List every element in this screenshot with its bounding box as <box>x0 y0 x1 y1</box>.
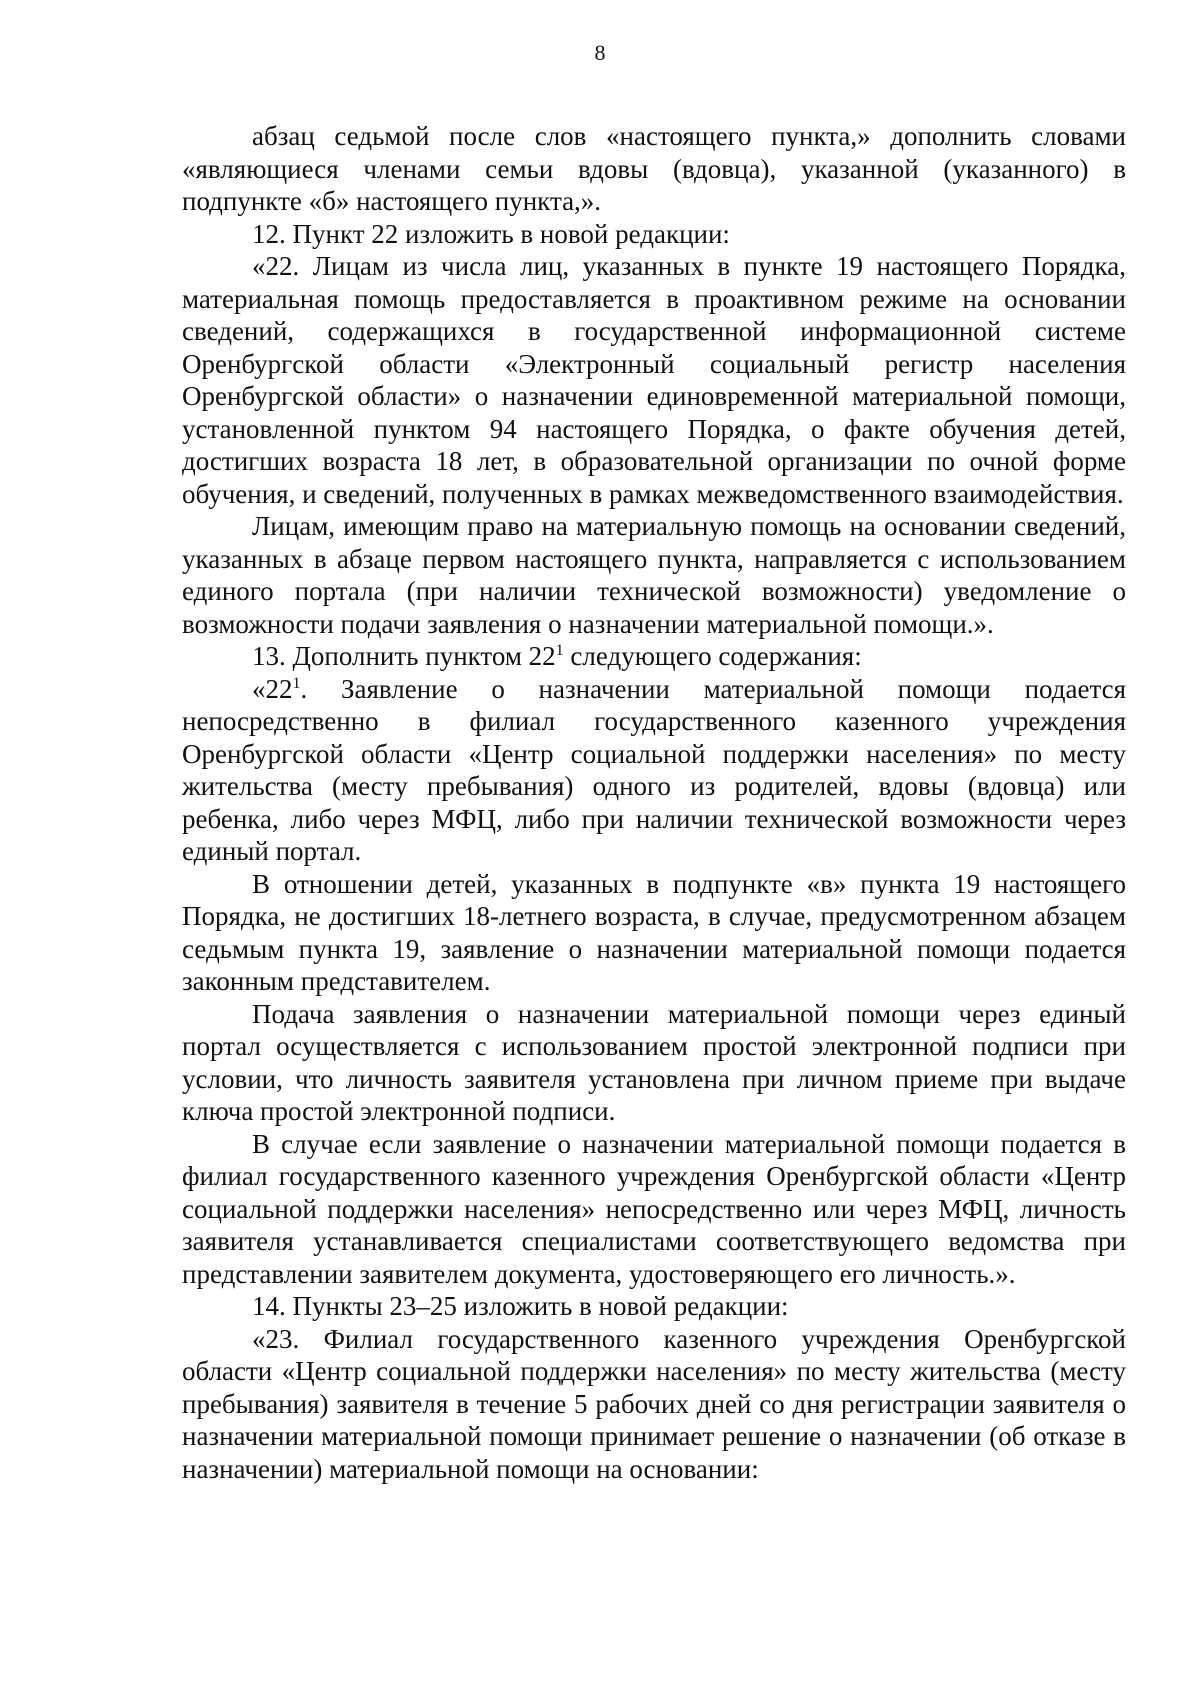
paragraph-item-13 <box>182 640 1126 673</box>
item13-text-after: следующего содержания: <box>563 641 862 671</box>
document-body <box>182 120 1126 1485</box>
paragraph-item-14: 14. Пункты 23–25 изложить в новой редакции: <box>252 1291 789 1321</box>
item13-superscript: 1 <box>555 642 564 659</box>
point22-1-text-after: . Заявление о назначении материальной помощи подается непосредственно в филиал государственного казенного учреждения Оренбургской области «Центр социальной поддержки населения» по месту жительства (месту пребывания) одного из родителей, вдовы (вдовца) или ребенка, либо через МФЦ, либо при наличии технической возможности через единый портал. <box>182 673 1126 866</box>
paragraph-point-22-1 <box>182 673 1126 868</box>
paragraph-point-22: «22. Лицам из числа лиц, указанных в пункте 19 настоящего Порядка, материальная помощь предоставляется в проактивном режиме на основании сведений, содержащихся в государственной информационной системе Оренбургской области «Электронный социальный регистр населения Оренбургской области» о назначении единовременной материальной помощи, установленной пунктом 94 настоящего Порядка, о факте обучения детей, достигших возраста 18 лет, в образовательной организации по очной форме обучения, и сведений, полученных в рамках межведомственного взаимодействия. <box>182 251 1126 509</box>
paragraph-item-12: 12. Пункт 22 изложить в новой редакции: <box>252 218 730 249</box>
paragraph-amendment-abzac7: абзац седьмой после слов «настоящего пункта,» дополнить словами «являющиеся членами семьи вдовы (вдовца), указанной (указанного) в подпункте «б» настоящего пункта,». <box>182 121 1126 216</box>
paragraph-point-23: «23. Филиал государственного казенного учреждения Оренбургской области «Центр социальной поддержки населения» по месту жительства (месту пребывания) заявителя в течение 5 рабочих дней со дня регистрации заявителя о назначении материальной помощи принимает решение о назначении (об отказе в назначении) материальной помощи на основании: <box>182 1323 1126 1484</box>
paragraph-children-representative: В отношении детей, указанных в подпункте «в» пункта 19 настоящего Порядка, не достигших 18-летнего возраста, в случае, предусмотренном абзацем седьмым пункта 19, заявление о назначении материальной помощи подается законным представителем. <box>182 868 1126 996</box>
item13-text-before: 13. Дополнить пунктом 22 <box>252 641 556 671</box>
point22-1-superscript: 1 <box>292 674 301 692</box>
page-number: 8 <box>594 40 606 65</box>
paragraph-point-22-notice: Лицам, имеющим право на материальную помощь на основании сведений, указанных в абзаце первом настоящего пункта, направляется с использованием единого портала (при наличии технической возможности) уведомление о возможности подачи заявления о назначении материальной помощи.». <box>182 511 1126 639</box>
point22-1-text-before: «22 <box>252 673 293 704</box>
paragraph-identity-verification: В случае если заявление о назначении материальной помощи подается в филиал государственного казенного учреждения Оренбургской области «Центр социальной поддержки населения» непосредственно или через МФЦ, личность заявителя устанавливается специалистами соответствующего ведомства при представлении заявителем документа, удостоверяющего его личность.». <box>182 1128 1126 1289</box>
paragraph-electronic-signature: Подача заявления о назначении материальной помощи через единый портал осуществляется с использованием простой электронной подписи при условии, что личность заявителя установлена при личном приеме при выдаче ключа простой электронной подписи. <box>182 998 1126 1126</box>
